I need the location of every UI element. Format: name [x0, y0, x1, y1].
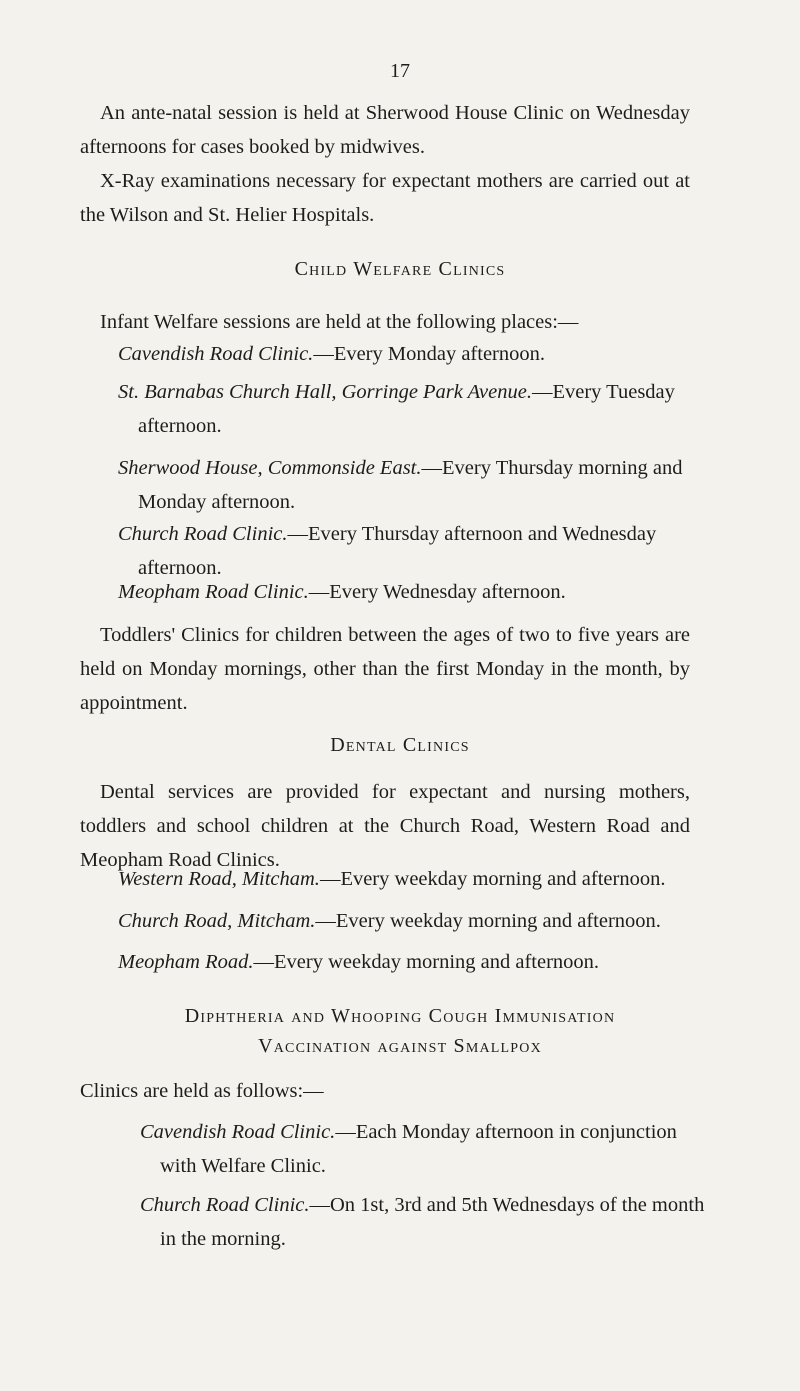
- immunisation-lead: Clinics are held as follows:—: [80, 1080, 324, 1102]
- clinic-place: St. Barnabas Church Hall, Gorringe Park Avenue.: [118, 381, 532, 403]
- clinic-place: Cavendish Road Clinic.: [140, 1121, 336, 1143]
- clinic-place: Sherwood House, Commonside East.: [118, 457, 422, 479]
- clinic-place: Western Road, Mitcham.: [118, 868, 320, 890]
- dental-lead: Dental services are provided for expectant and nursing mothers, toddlers and school children at the Church Road, Western Road and Meopham Road Clinics.: [80, 781, 690, 871]
- clinic-times: —Each Monday afternoon in conjunction with Welfare Clinic.: [160, 1121, 677, 1177]
- clinic-place: Meopham Road Clinic.: [118, 581, 309, 603]
- clinic-place: Church Road Clinic.: [140, 1194, 310, 1216]
- toddlers-paragraph: Toddlers' Clinics for children between the ages of two to five years are held on Monday mornings, other than the first Monday in the month, by appointment.: [80, 624, 690, 714]
- dental-entry-church-road: [118, 904, 690, 938]
- immunisation-entry-church-road: [140, 1188, 710, 1256]
- child-welfare-lead: Infant Welfare sessions are held at the following places:—: [100, 311, 579, 333]
- heading-dental: Dental Clinics: [330, 734, 470, 756]
- intro-paragraph-antenatal: An ante-natal session is held at Sherwood House Clinic on Wednesday afternoons for cases booked by midwives.: [80, 102, 690, 158]
- clinic-times: —Every Thursday morning and Monday afternoon.: [138, 457, 683, 513]
- clinic-entry-st-barnabas: [118, 375, 710, 443]
- heading-child-welfare: Child Welfare Clinics: [294, 258, 506, 280]
- dental-entry-western-road: [118, 862, 690, 896]
- intro-paragraph-xray: X-Ray examinations necessary for expectant mothers are carried out at the Wilson and St. Helier Hospitals.: [80, 170, 690, 226]
- clinic-entry-meopham: [118, 575, 690, 609]
- page-number: 17: [390, 60, 410, 82]
- clinic-times: —Every Wednesday afternoon.: [308, 581, 566, 603]
- clinic-place: Church Road, Mitcham.: [118, 910, 316, 932]
- clinic-times: —Every Thursday afternoon and Wednesday afternoon.: [138, 523, 657, 579]
- clinic-place: Church Road Clinic.: [118, 523, 288, 545]
- clinic-entry-cavendish: [118, 337, 690, 371]
- clinic-place: Cavendish Road Clinic.: [118, 343, 314, 365]
- immunisation-entry-cavendish: [140, 1115, 710, 1183]
- clinic-times: —Every Tuesday afternoon.: [138, 381, 675, 437]
- heading-vaccination: Vaccination against Smallpox: [258, 1035, 542, 1057]
- clinic-place: Meopham Road.: [118, 951, 254, 973]
- dental-entry-meopham-road: [118, 945, 690, 979]
- clinic-entry-sherwood: [118, 451, 710, 519]
- clinic-times: —Every weekday morning and afternoon.: [253, 951, 600, 973]
- heading-immunisation: Diphtheria and Whooping Cough Immunisation: [184, 1005, 616, 1027]
- clinic-times: —Every weekday morning and afternoon.: [315, 910, 661, 932]
- clinic-times: —On 1st, 3rd and 5th Wednesdays of the month in the morning.: [160, 1194, 705, 1250]
- clinic-times: —Every Monday afternoon.: [313, 343, 546, 365]
- clinic-times: —Every weekday morning and afternoon.: [319, 868, 666, 890]
